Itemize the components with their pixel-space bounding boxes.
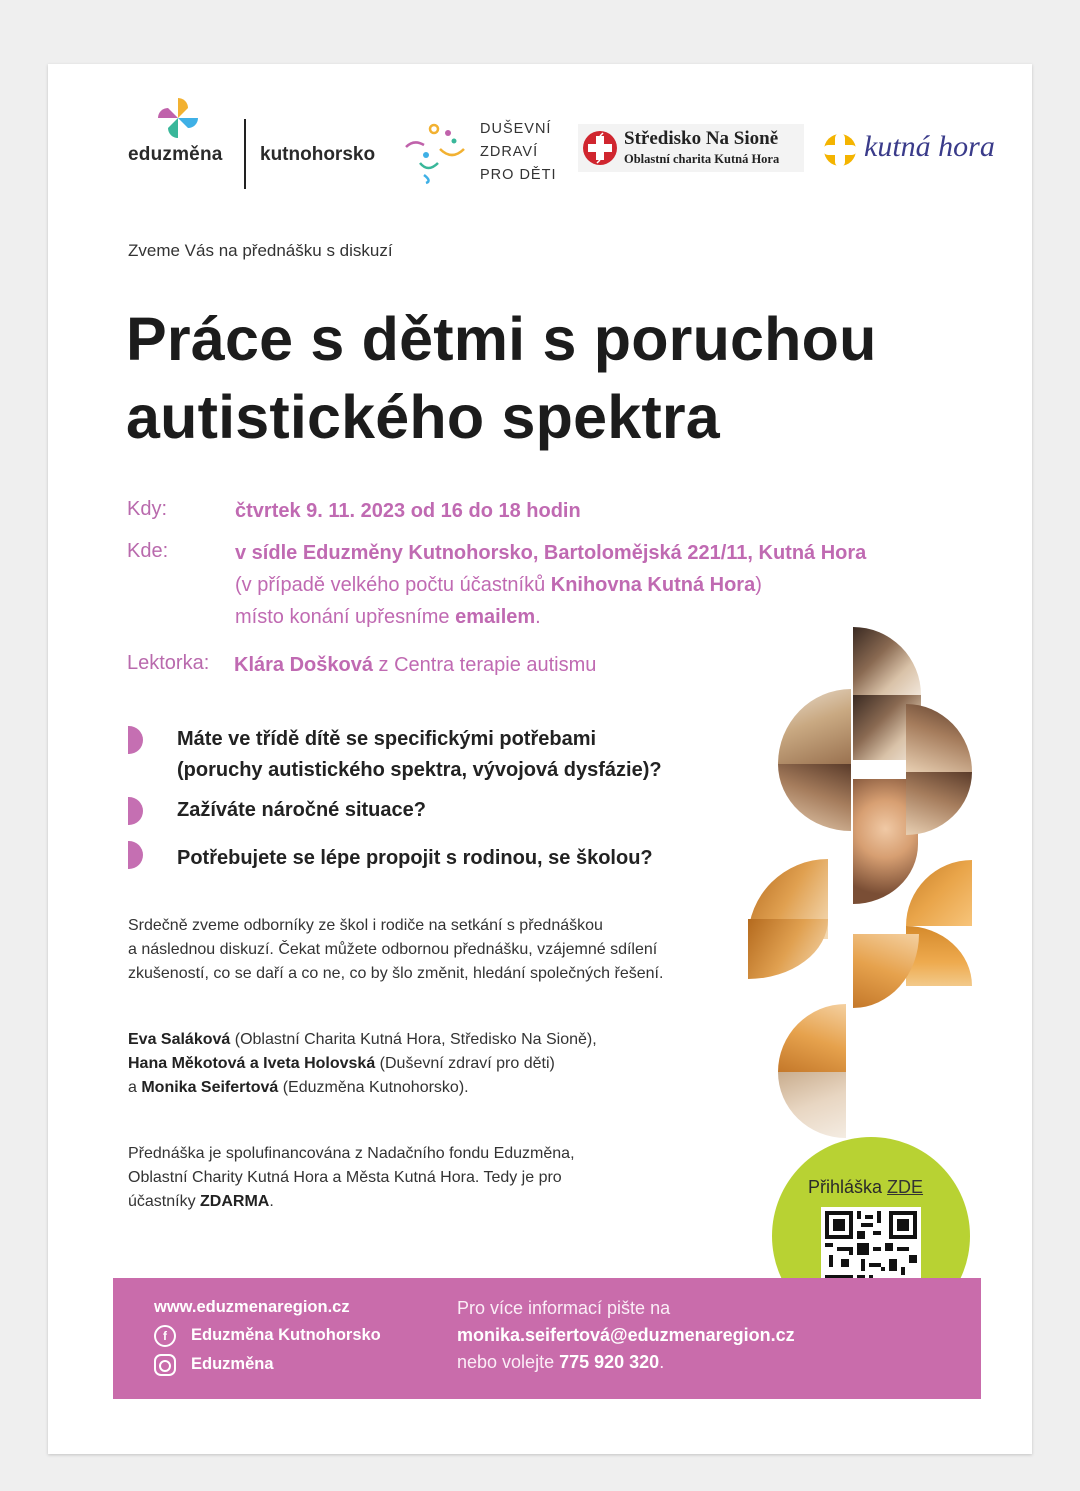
photo-segment: [853, 934, 919, 1008]
footer-bar: [113, 1278, 981, 1399]
facebook-icon: f: [154, 1325, 176, 1347]
question-item: Potřebujete se lépe propojit s rodinou, se školou?: [177, 847, 653, 869]
instagram-icon: [154, 1354, 176, 1376]
signup-label[interactable]: Přihláška ZDE: [808, 1177, 924, 1197]
eduzmena-pinwheel-icon: [156, 96, 200, 140]
charita-cross-icon: [582, 130, 618, 166]
logo-divider: [244, 119, 246, 189]
dusevni-zdravi-faces-icon: [404, 121, 470, 185]
eduzmena-logo-text: eduzměna: [128, 144, 223, 165]
phone-number[interactable]: 775 920 320: [559, 1352, 660, 1372]
title-line: autistického spektra: [126, 383, 720, 451]
photo-segment: [778, 1004, 846, 1072]
bullet-icon: [128, 726, 143, 754]
stredisko-logo: [578, 124, 804, 172]
photo-segment: [853, 627, 921, 695]
stredisko-subtitle: Oblastní charita Kutná Hora: [624, 152, 780, 166]
photo-segment: [748, 919, 828, 979]
organizers-paragraph: Eva Saláková (Oblastní Charita Kutná Hora, Středisko Na Sioně), Hana Měkotová a Iveta Holovská (Duševní zdraví pro děti) a Monika Seifertová (Eduzměna Kutnohorsko).: [128, 1031, 597, 1096]
intro-paragraph: Srdečně zveme odborníky ze škol i rodiče na setkání s přednáškou a následnou diskuzí. Čekat můžete odbornou přednášku, vzájemné sdílení zkušeností, co se daří a co ne, co by šlo změnit, hledání společných řešení.: [128, 917, 664, 982]
website-link[interactable]: www.eduzmenaregion.cz: [154, 1298, 350, 1316]
bullet-icon: [128, 841, 143, 869]
lecturer-label: Lektorka:: [127, 652, 210, 674]
where-value: v sídle Eduzměny Kutnohorsko, Bartolomějská 221/11, Kutná Hora (v případě velkého počtu účastníků Knihovna Kutná Hora) místo konání upřesníme emailem.: [235, 542, 867, 628]
funding-paragraph: Přednáška je spolufinancována z Nadačního fondu Eduzměna, Oblastní Charity Kutná Hora a Města Kutná Hora. Tedy je pro účastníky ZDARMA.: [128, 1145, 575, 1210]
photo-segment: [906, 772, 972, 835]
photo-segment: [778, 764, 851, 831]
when-value: čtvrtek 9. 11. 2023 od 16 do 18 hodin: [235, 500, 581, 522]
where-label: Kde:: [127, 540, 169, 562]
question-item: Zažíváte náročné situace?: [177, 799, 426, 821]
stredisko-name: Středisko Na Sioně: [624, 128, 779, 149]
kutnohorsko-logo-text: kutnohorsko: [260, 144, 376, 165]
kutna-hora-emblem-icon: [822, 132, 858, 168]
invite-text: Zveme Vás na přednášku s diskuzí: [128, 241, 393, 260]
dzpd-line: ZDRAVÍ: [480, 144, 539, 160]
when-label: Kdy:: [127, 498, 168, 520]
bullet-icon: [128, 797, 143, 825]
dzpd-line: DUŠEVNÍ: [480, 121, 552, 137]
dusevni-zdravi-logo-text: [480, 118, 556, 187]
where-line1: v sídle Eduzměny Kutnohorsko, Bartolomějská 221/11, Kutná Hora: [235, 542, 867, 564]
lecturer-value: Klára Došková z Centra terapie autismu: [234, 654, 597, 676]
kutna-hora-logo-text: kutná hora: [864, 130, 995, 163]
photo-segment: [778, 689, 851, 764]
question-item: Máte ve třídě dítě se specifickými potřebami (poruchy autistického spektra, vývojová dysfázie)?: [177, 728, 662, 781]
photo-segment: [778, 1072, 846, 1138]
flyer-page: [48, 64, 1032, 1454]
signup-link[interactable]: ZDE: [887, 1177, 924, 1197]
facebook-link[interactable]: Eduzměna Kutnohorsko: [191, 1326, 381, 1344]
photo-segment: [906, 704, 972, 772]
email-link[interactable]: monika.seifertová@eduzmenaregion.cz: [457, 1325, 795, 1345]
photo-segment: [906, 860, 972, 926]
dzpd-line: PRO DĚTI: [480, 167, 557, 183]
instagram-link[interactable]: Eduzměna: [191, 1355, 274, 1373]
page-title: [126, 300, 877, 456]
phone-text: nebo volejte 775 920 320.: [457, 1352, 665, 1372]
title-line: Práce s dětmi s poruchou: [126, 305, 877, 373]
info-text: Pro více informací pište na: [457, 1298, 671, 1318]
